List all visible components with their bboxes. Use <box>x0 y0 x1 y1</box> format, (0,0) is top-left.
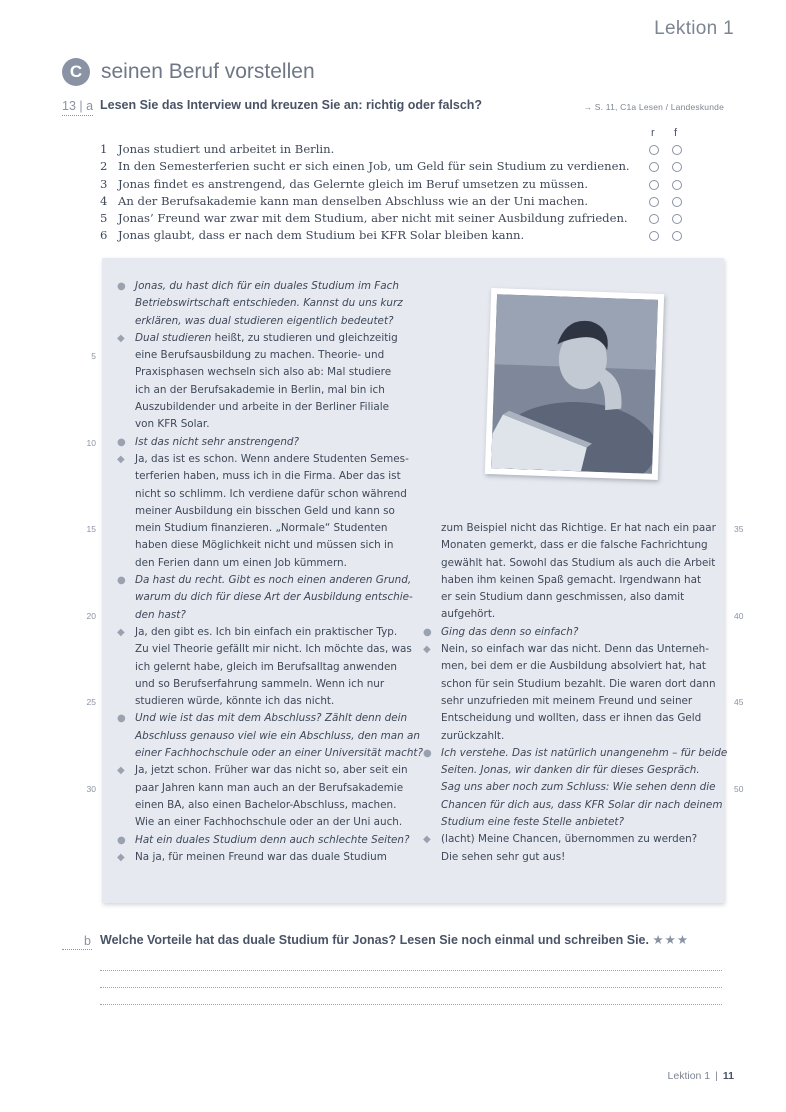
answer-line <box>422 728 722 745</box>
line-number: 15 <box>86 524 96 535</box>
line-number: 45 <box>734 697 744 708</box>
answer-line <box>116 503 416 520</box>
line-text: Ja, den gibt es. Ich bin einfach ein praktischer Typ. <box>135 625 398 638</box>
line-text: den Ferien dann um einen Job kümmern. <box>135 556 347 569</box>
statement-text: Jonas findet es anstrengend, das Gelernte gleich im Beruf umsetzen zu müssen. <box>118 176 589 191</box>
line-text: Monaten gemerkt, dass er die falsche Fachrichtung <box>441 539 708 552</box>
radio-richtig[interactable] <box>649 145 659 155</box>
line-text: schon für sein Studium bezahlt. Die waren dort dann <box>441 677 716 690</box>
line-number: 5 <box>91 351 96 362</box>
exercise-b-instruction <box>100 932 689 947</box>
line-text: mein Studium finanzieren. „Normale“ Studenten <box>135 522 388 535</box>
exercise-b-text: Welche Vorteile hat das duale Studium für Jonas? Lesen Sie noch einmal und schreiben Sie. <box>100 933 649 947</box>
answer-line <box>116 797 416 814</box>
line-text: studieren würde, könnte ich das nicht. <box>135 695 335 708</box>
interviewer-bullet-icon: ● <box>117 281 126 292</box>
lektion-title: Lektion 1 <box>654 18 734 39</box>
photo-student-laptop <box>491 294 658 474</box>
line-text: meiner Ausbildung ein bisschen Geld und kann so <box>135 504 395 517</box>
statement-number: 2 <box>100 159 108 174</box>
answer-line <box>116 330 416 347</box>
answer-line <box>116 780 416 797</box>
line-text: haben diese Möglichkeit nicht und müssen sich in <box>135 539 394 552</box>
section-header <box>62 58 315 86</box>
line-text: Auszubildender und arbeite in der Berliner Filiale <box>135 401 389 414</box>
answer-bullet-icon: ◆ <box>423 834 431 846</box>
line-text: Seiten. Jonas, wir danken dir für dieses Gespräch. <box>441 764 700 777</box>
answer-line <box>116 468 416 485</box>
line-text: von KFR Solar. <box>135 418 210 431</box>
line-text: einen BA, also einen Bachelor-Abschluss, machen. <box>135 798 397 811</box>
column-falsch: f <box>674 127 678 139</box>
line-text: und so Berufserfahrung sammeln. Wenn ich nur <box>135 677 385 690</box>
page-number: 11 <box>722 1070 734 1082</box>
line-text: aufgehört. <box>441 608 496 621</box>
radio-richtig[interactable] <box>649 231 659 241</box>
answer-line <box>116 762 416 779</box>
answer-line <box>116 486 416 503</box>
line-text: Ich verstehe. Das ist natürlich unangenehm – für beide <box>441 746 728 759</box>
statement-text: Jonas glaubt, dass er nach dem Studium bei KFR Solar bleiben kann. <box>118 228 525 243</box>
answer-line <box>116 382 416 399</box>
line-text: zum Beispiel nicht das Richtige. Er hat nach ein paar <box>441 522 716 534</box>
answer-line <box>422 693 722 710</box>
line-text: Wie an einer Fachhochschule oder an der Uni auch. <box>135 816 403 829</box>
line-text: Ja, das ist es schon. Wenn andere Studenten Semes- <box>135 452 409 465</box>
radio-falsch[interactable] <box>672 162 682 172</box>
exercise-a-header <box>62 98 724 118</box>
line-text: Entscheidung und wollten, dass er ihnen das Geld <box>441 712 702 725</box>
answer-bullet-icon: ◆ <box>117 332 125 344</box>
answer-line <box>116 451 416 468</box>
interviewer-line <box>422 745 728 762</box>
line-number: 10 <box>86 437 96 448</box>
answer-line <box>116 555 416 572</box>
line-text: Ist das nicht sehr anstrengend? <box>135 435 300 448</box>
answer-line <box>116 364 416 381</box>
statement-row <box>100 227 700 244</box>
line-text: Studium eine feste Stelle anbietet? <box>441 816 624 829</box>
line-text: Zu viel Theorie gefällt mir nicht. Ich möchte das, was <box>135 643 412 656</box>
line-text: Ging das denn so einfach? <box>441 625 579 638</box>
line-text: (lacht) Meine Chancen, übernommen zu werden? <box>441 833 698 846</box>
line-text: ich gelernt habe, gleich im Berufsalltag anwenden <box>135 660 397 673</box>
interviewer-line <box>116 434 416 451</box>
answer-line <box>422 589 722 606</box>
line-text: er sein Studium dann geschmissen, also damit <box>441 591 685 604</box>
interviewer-line <box>422 779 722 796</box>
exercise-instruction: Lesen Sie das Interview und kreuzen Sie an: richtig oder falsch? <box>100 98 483 112</box>
answer-line <box>116 520 416 537</box>
interviewer-line <box>116 832 416 849</box>
writing-line[interactable] <box>100 970 722 971</box>
line-text: Hat ein duales Studium denn auch schlechte Seiten? <box>135 833 410 846</box>
interviewer-line <box>116 745 423 762</box>
line-text: warum du dich für diese Art der Ausbildung entschie- <box>135 591 413 604</box>
answer-line <box>422 572 722 589</box>
line-text: nicht so schlimm. Ich verdiene dafür schon während <box>135 487 407 500</box>
line-number: 20 <box>86 610 96 621</box>
interviewer-line <box>422 797 722 814</box>
answer-line <box>422 641 722 658</box>
emphasis-text: Dual studieren <box>135 331 212 344</box>
answer-bullet-icon: ◆ <box>117 765 125 777</box>
line-text: sehr unzufrieden mit meinem Freund und seiner <box>441 694 693 707</box>
radio-falsch[interactable] <box>672 197 682 207</box>
line-text: Ja, jetzt schon. Früher war das nicht so, aber seit ein <box>135 764 408 777</box>
statement-number: 6 <box>100 228 108 243</box>
line-text: Nein, so einfach war das nicht. Denn das Unterneh- <box>441 643 709 656</box>
statement-number: 4 <box>100 193 108 208</box>
line-text: men, bei dem er die Ausbildung absolviert hat, hat <box>441 660 706 673</box>
answer-line <box>116 537 416 554</box>
statement-number: 1 <box>100 142 108 156</box>
interview-column-right <box>422 520 728 866</box>
line-text: Praxisphasen wechseln sich also ab: Mal studiere <box>135 366 392 379</box>
line-text: Und wie ist das mit dem Abschluss? Zählt denn dein <box>135 712 408 725</box>
exercise-b-letter: b <box>84 934 91 948</box>
line-text: ich an der Berufsakademie in Berlin, mal bin ich <box>135 383 385 396</box>
interviewer-bullet-icon: ● <box>117 436 126 448</box>
line-text: paar Jahren kann man auch an der Berufsakademie <box>135 781 404 794</box>
statement-number: 3 <box>100 176 108 191</box>
interviewer-bullet-icon: ● <box>117 834 126 846</box>
exercise-b-dots <box>62 949 92 950</box>
answer-line <box>116 347 416 364</box>
answer-line <box>116 641 416 658</box>
statement-row <box>100 141 700 158</box>
writing-line[interactable] <box>100 987 722 988</box>
statement-row <box>100 193 700 210</box>
interviewer-line <box>116 313 416 330</box>
line-text: Da hast du recht. Gibt es noch einen anderen Grund, <box>135 574 412 587</box>
line-text: heißt, zu studieren und gleichzeitig <box>211 331 398 344</box>
answer-bullet-icon: ◆ <box>117 626 125 638</box>
exercise-reference: → S. 11, C1a Lesen / Landeskunde <box>583 102 724 112</box>
radio-falsch[interactable] <box>672 231 682 241</box>
line-number: 35 <box>734 524 744 535</box>
line-text: Die sehen sehr gut aus! <box>441 850 566 863</box>
section-title: seinen Beruf vorstellen <box>101 60 315 83</box>
statement-text: In den Semesterferien sucht er sich einen Job, um Geld für sein Studium zu verdienen. <box>118 159 630 174</box>
line-numbers-right <box>734 278 754 838</box>
statement-text: Jonas’ Freund war zwar mit dem Studium, aber nicht mit seiner Ausbildung zufrieden. <box>118 211 628 226</box>
interviewer-line <box>116 572 416 589</box>
line-text: einer Fachhochschule oder an einer Universität macht? <box>135 747 423 760</box>
exercise-number: 13 | a <box>62 99 93 116</box>
difficulty-stars: ★★★ <box>652 933 690 947</box>
interviewer-bullet-icon: ● <box>117 713 126 725</box>
interviewer-line <box>422 814 722 831</box>
answer-line <box>116 659 416 676</box>
line-text: Betriebswirtschaft entschieden. Kannst du uns kurz <box>135 297 403 310</box>
column-richtig: r <box>651 127 655 139</box>
radio-falsch[interactable] <box>672 180 682 190</box>
radio-richtig[interactable] <box>649 162 659 172</box>
line-text: terferien haben, muss ich in die Firma. Aber das ist <box>135 470 401 483</box>
page-footer <box>668 1070 734 1082</box>
answer-line <box>116 399 416 416</box>
statement-number: 5 <box>100 211 108 226</box>
interview-photo <box>485 288 664 480</box>
interviewer-line <box>116 728 421 745</box>
line-number: 40 <box>734 610 744 621</box>
radio-falsch[interactable] <box>672 145 682 155</box>
radio-richtig[interactable] <box>649 214 659 224</box>
answer-bullet-icon: ◆ <box>117 851 125 863</box>
answer-line <box>116 624 416 641</box>
statement-text: An der Berufsakademie kann man denselben Abschluss wie an der Uni machen. <box>118 193 589 208</box>
line-text: Sag uns aber noch zum Schluss: Wie sehen denn die <box>441 781 716 794</box>
interviewer-line <box>116 710 416 727</box>
interview-column-left <box>116 278 423 866</box>
line-number: 50 <box>734 783 744 794</box>
line-text: gewählt hat. Sowohl das Studium als auch die Arbeit <box>441 556 716 569</box>
footer-lektion: Lektion 1 <box>667 1070 711 1082</box>
line-text: Jonas, du hast dich für ein duales Studium im Fach <box>135 280 399 292</box>
line-text: den hast? <box>135 608 186 621</box>
answer-line <box>422 831 722 848</box>
writing-line[interactable] <box>100 1004 722 1005</box>
statement-row <box>100 210 700 227</box>
answer-bullet-icon: ◆ <box>423 644 431 656</box>
answer-line <box>422 658 722 675</box>
line-text: Chancen für dich aus, dass KFR Solar dir nach deinem <box>441 798 723 811</box>
interviewer-line <box>116 607 416 624</box>
interviewer-line <box>116 295 416 312</box>
interviewer-bullet-icon: ● <box>423 626 432 638</box>
answer-line <box>422 555 722 572</box>
footer-separator: | <box>715 1070 718 1082</box>
answer-line <box>422 537 722 554</box>
interviewer-line <box>422 624 722 641</box>
interviewer-bullet-icon: ● <box>117 575 126 587</box>
radio-richtig[interactable] <box>649 180 659 190</box>
radio-falsch[interactable] <box>672 214 682 224</box>
statement-row <box>100 176 700 193</box>
answer-line <box>116 416 416 433</box>
line-number: 30 <box>86 783 96 794</box>
interviewer-line <box>116 278 416 295</box>
statement-list <box>100 141 700 245</box>
interviewer-bullet-icon: ● <box>423 747 432 759</box>
line-text: eine Berufsausbildung zu machen. Theorie- und <box>135 349 385 362</box>
line-text: Na ja, für meinen Freund war das duale Studium <box>135 850 387 863</box>
answer-line <box>422 520 722 537</box>
answer-line <box>422 676 722 693</box>
interviewer-line <box>422 762 722 779</box>
line-text: zurückzahlt. <box>441 729 505 742</box>
answer-line <box>422 710 722 727</box>
statement-row <box>100 158 700 175</box>
answer-line <box>422 606 722 623</box>
interviewer-line <box>116 589 416 606</box>
line-text: Abschluss genauso viel wie ein Abschluss, den man an <box>135 729 421 742</box>
section-badge: C <box>62 58 90 86</box>
answer-line <box>116 693 416 710</box>
radio-richtig[interactable] <box>649 197 659 207</box>
statement-text: Jonas studiert und arbeitet in Berlin. <box>118 142 335 156</box>
answer-line <box>116 814 416 831</box>
answer-line <box>116 676 416 693</box>
answer-line <box>422 849 722 866</box>
line-text: haben ihm keinen Spaß gemacht. Irgendwann hat <box>441 573 702 586</box>
line-text: erklären, was dual studieren eigentlich bedeutet? <box>135 314 394 327</box>
answer-line <box>116 849 416 866</box>
line-number: 25 <box>86 697 96 708</box>
answer-bullet-icon: ◆ <box>117 453 125 465</box>
line-numbers-left <box>76 278 96 838</box>
